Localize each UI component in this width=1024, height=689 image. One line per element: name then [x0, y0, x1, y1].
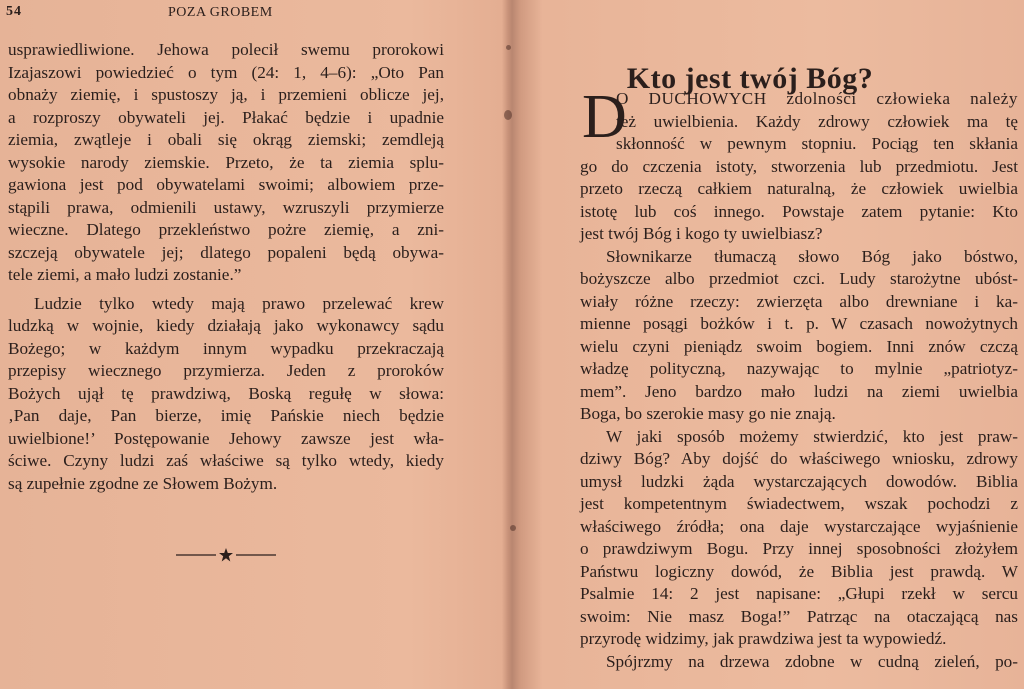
text-line: Psalmie 14: 2 jest napisane: „Głupi rzekł w sercu: [580, 584, 1018, 603]
right-page-text: [580, 83, 1018, 673]
text-line: wysokie narody ziemskie. Przeto, że ta ziemia splu-: [8, 152, 444, 172]
text-line: obnaży ziemię, i spustoszy ją, i przemieni oblicze jej,: [8, 85, 444, 104]
text-line: gawiona jest pod obywatelami swoimi; albowiem prze-: [8, 175, 444, 194]
text-line: usprawiedliwione. Jehowa polecił swemu prorokowi: [8, 40, 444, 59]
star-divider-icon: [176, 545, 276, 565]
text-line: przyrodę widzimy, jak prawdziwa jest ta wypowiedź.: [580, 629, 947, 648]
running-header: [6, 4, 466, 24]
page-number: 54: [6, 4, 22, 19]
left-page-text: [8, 39, 444, 495]
text-line: umysł ludzki żąda wystarczających dowodów. Biblia: [580, 471, 1018, 491]
text-line: Słownikarze tłumaczą słowo Bóg jako bóstwo,: [606, 246, 1018, 266]
text-line: jest kompetentnym świadectwem, wszak pochodzi z: [580, 494, 1018, 513]
text-line: Bożych ujął tę prawdziwą, Boską regułę w słowa:: [8, 383, 444, 403]
text-line: ludzką w wojnie, kiedy działają jako wykonawcy sądu: [8, 316, 444, 335]
text-line: władzę polityczną, nazywając to mylnie „patriotyz-: [580, 359, 1018, 378]
text-line: skłonność w pewnym stopniu. Pociąg ten skłania: [616, 134, 1018, 153]
paragraph-2: [8, 293, 444, 496]
text-line: tele ziemi, a mało ludzi zostanie.”: [8, 265, 242, 284]
text-line: mem”. Jeno bardzo mało ludzi na ziemi uwielbia: [580, 381, 1018, 401]
text-line: szczeją obywatele jej; dlatego popaleni będą obywa-: [8, 242, 444, 262]
text-line: O DUCHOWYCH zdolności człowieka należy: [616, 89, 1018, 108]
running-title: POZA GROBEM: [168, 5, 273, 20]
left-page: [0, 0, 500, 689]
text-line: go do czczenia istoty, stworzenia lub przedmiotu. Jest: [580, 156, 1018, 176]
text-line: przeto rzeczą całkiem naturalną, że człowiek uwielbia: [580, 179, 1018, 198]
paragraph-4: [580, 651, 1018, 674]
text-line: wieczne. Dlatego przekleństwo pożre ziemię, a zni-: [8, 220, 444, 239]
text-line: Państwu logiczny dowód, że Biblia jest prawdą. W: [580, 561, 1018, 581]
paragraph-1: [8, 39, 444, 287]
text-line: Izajaszowi powiedzieć o tym (24: 1, 4–6): „Oto Pan: [8, 62, 444, 82]
paragraph-3: [580, 426, 1018, 651]
text-line: wiały różne rzeczy: zwierzęta albo drewniane i ka-: [580, 291, 1018, 311]
text-line: bożyszcze albo przedmiot czci. Ludy starożytne ubóst-: [580, 269, 1018, 288]
section-end-ornament: [176, 545, 276, 565]
text-line: swoim: Nie masz Boga!” Patrząc na otaczającą nas: [580, 606, 1018, 626]
text-line: Ludzie tylko wtedy mają prawo przelewać krew: [34, 293, 444, 313]
text-line: ‚Pan daje, Pan bierze, imię Pańskie niech będzie: [8, 406, 444, 425]
text-line: a rozproszy obywateli jej. Płakać będzie i upadnie: [8, 107, 444, 127]
paragraph-1: [580, 83, 1018, 246]
text-line: właściwego źródła; ona daje wystarczające wyjaśnienie: [580, 516, 1018, 536]
text-line: przepisy wiecznego przymierza. Jeden z proroków: [8, 361, 444, 380]
text-line: Boga, bo szerokie masy go nie znają.: [580, 404, 836, 423]
text-line: Spójrzmy na drzewa zdobne w cudną zieleń, po-: [606, 651, 1018, 671]
paragraph-2: [580, 246, 1018, 426]
text-line: istotę lub coś innego. Powstaje zatem pytanie: Kto: [580, 201, 1018, 221]
text-line: wielu czyni pieniądz swoim bogiem. Inni znów czczą: [580, 336, 1018, 356]
chapter-title: Kto jest twój Bóg?: [626, 62, 874, 96]
text-line: ściwe. Czyny ludzi zaś właściwe są tylko wtedy, kiedy: [8, 451, 444, 470]
text-line: ziemia, zwątleje i obali się okrąg ziemski; zemdleją: [8, 130, 444, 149]
text-line: stąpili prawa, odmienili ustawy, wzruszyli przymierze: [8, 197, 444, 217]
text-line: W jaki sposób możemy stwierdzić, kto jest praw-: [606, 426, 1018, 446]
text-line: też uwielbienia. Każdy zdrowy człowiek ma tę: [616, 111, 1018, 131]
text-line: dziwy Bóg? Aby dojść do właściwego wniosku, zdrowy: [580, 449, 1018, 468]
text-line: o prawdziwym Bogu. Przy innej sposobności złożyłem: [580, 539, 1018, 558]
text-line: mienne posągi bożków i t. p. W czasach nowożytnych: [580, 314, 1018, 333]
text-line: są zupełnie zgodne ze Słowem Bożym.: [8, 473, 278, 493]
text-line: Bożego; w każdym innym wypadku przekraczają: [8, 338, 444, 358]
text-line: jest twój Bóg i kogo ty uwielbiasz?: [580, 224, 823, 243]
text-line: uwielbione!’ Postępowanie Jehowy zawsze jest wła-: [8, 428, 444, 448]
drop-cap: D: [582, 83, 627, 151]
